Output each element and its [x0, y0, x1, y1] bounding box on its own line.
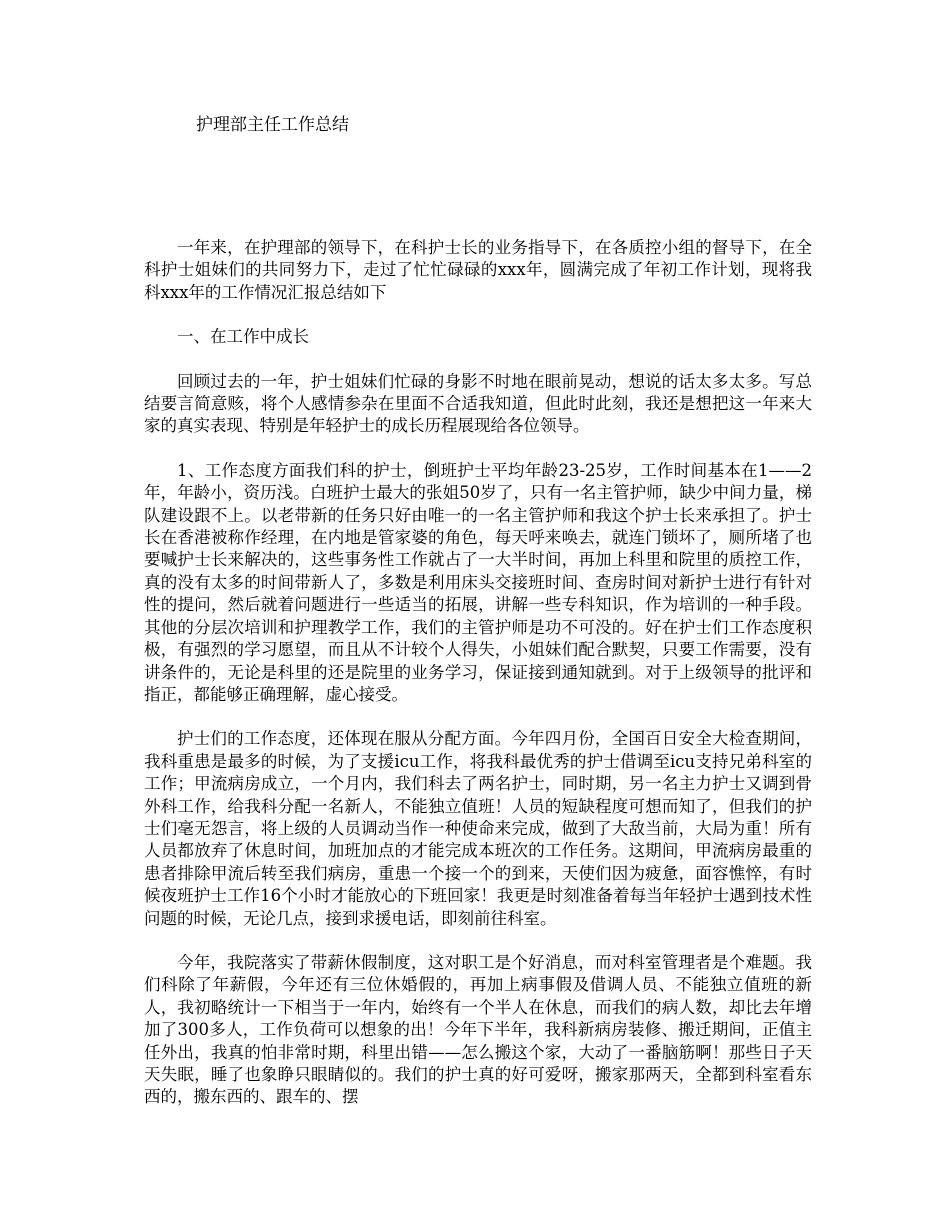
paragraph-work-attitude: 1、工作态度方面我们科的护士，倒班护士平均年龄23-25岁，工作时间基本在1——2年，年龄小，资历浅。白班护士最大的张姐50岁了，只有一名主管护师，缺少中间力量，梯队建设跟不上。以老带新的任务只好由唯一的一名主管护师和我这个护士长来承担了。护士长在香港被称作经理，在内地是管家婆的角色，每天呼来唤去，就连门锁坏了，厕所堵了也要喊护士长来解决的，这些事务性工作就占了一大半时间，再加上科里和院里的质控工作，真的没有太多的时间带新人了，多数是利用床头交接班时间、查房时间对新护士进行有针对性的提问，然后就着问题进行一些适当的拓展，讲解一些专科知识，作为培训的一种手段。其他的分层次培训和护理教学工作，我们的主管护师是功不可没的。好在护士们工作态度积极，有强烈的学习愿望，而且从不计较个人得失，小姐妹们配合默契，只要工作需要，没有讲条件的，无论是科里的还是院里的业务学习，保证接到通知就到。对于上级领导的批评和指正，都能够正确理解，虚心接受。 [144, 460, 812, 704]
paragraph-assignment: 护士们的工作态度，还体现在服从分配方面。今年四月份，全国百日安全大检查期间，我科重患是最多的时候，为了支援icu工作，将我科最优秀的护士借调至icu支持兄弟科室的工作；甲流病房成立，一个月内，我们科去了两名护士，同时期，另一名主力护士又调到骨外科工作，给我科分配一名新人，不能独立值班！人员的短缺程度可想而知了，但我们的护士们毫无怨言，将上级的人员调动当作一种使命来完成，做到了大敌当前，大局为重！所有人员都放弃了休息时间，加班加点的才能完成本班次的工作任务。这期间，甲流病房最重的患者排除甲流后转至我们病房，重患一个接一个的到来，天使们因为疲惫，面容憔悴，有时候夜班护士工作16个小时才能放心的下班回家！我更是时刻准备着每当年轻护士遇到技术性问题的时候，无论几点，接到求援电话，即刻前往科室。 [144, 729, 812, 928]
document-body [144, 237, 812, 1131]
section-heading: 一、在工作中成长 [177, 327, 309, 347]
paragraph-intro: 一年来，在护理部的领导下，在科护士长的业务指导下，在各质控小组的督导下，在全科护士姐妹们的共同努力下，走过了忙忙碌碌的xxx年，圆满完成了年初工作计划，现将我科xxx年的工作情况汇报总结如下 [144, 238, 812, 302]
paragraph-paid-leave: 今年，我院落实了带薪休假制度，这对职工是个好消息，而对科室管理者是个难题。我们科除了年薪假，今年还有三位休婚假的，再加上病事假及借调人员、不能独立值班的新人，我初略统计一下相当于一年内，始终有一个半人在休息，而我们的病人数，却比去年增加了300多人，工作负荷可以想象的出！今年下半年，我科新病房装修、搬迁期间，正值主任外出，我真的怕非常时期，科里出错——怎么搬这个家，大动了一番脑筋啊！那些日子天天失眠，睡了也象睁只眼睛似的。我们的护士真的好可爱呀，搬家那两天，全都到科室看东西的，搬东西的、跟车的、摆 [144, 952, 812, 1107]
document-title: 护理部主任工作总结 [196, 115, 349, 135]
paragraph-review: 回顾过去的一年，护士姐妹们忙碌的身影不时地在眼前晃动，想说的话太多太多。写总结要言简意赅，将个人感情参杂在里面不合适我知道，但此时此刻，我还是想把这一年来大家的真实表现、特别是年轻护士的成长历程展现给各位领导。 [144, 371, 812, 436]
